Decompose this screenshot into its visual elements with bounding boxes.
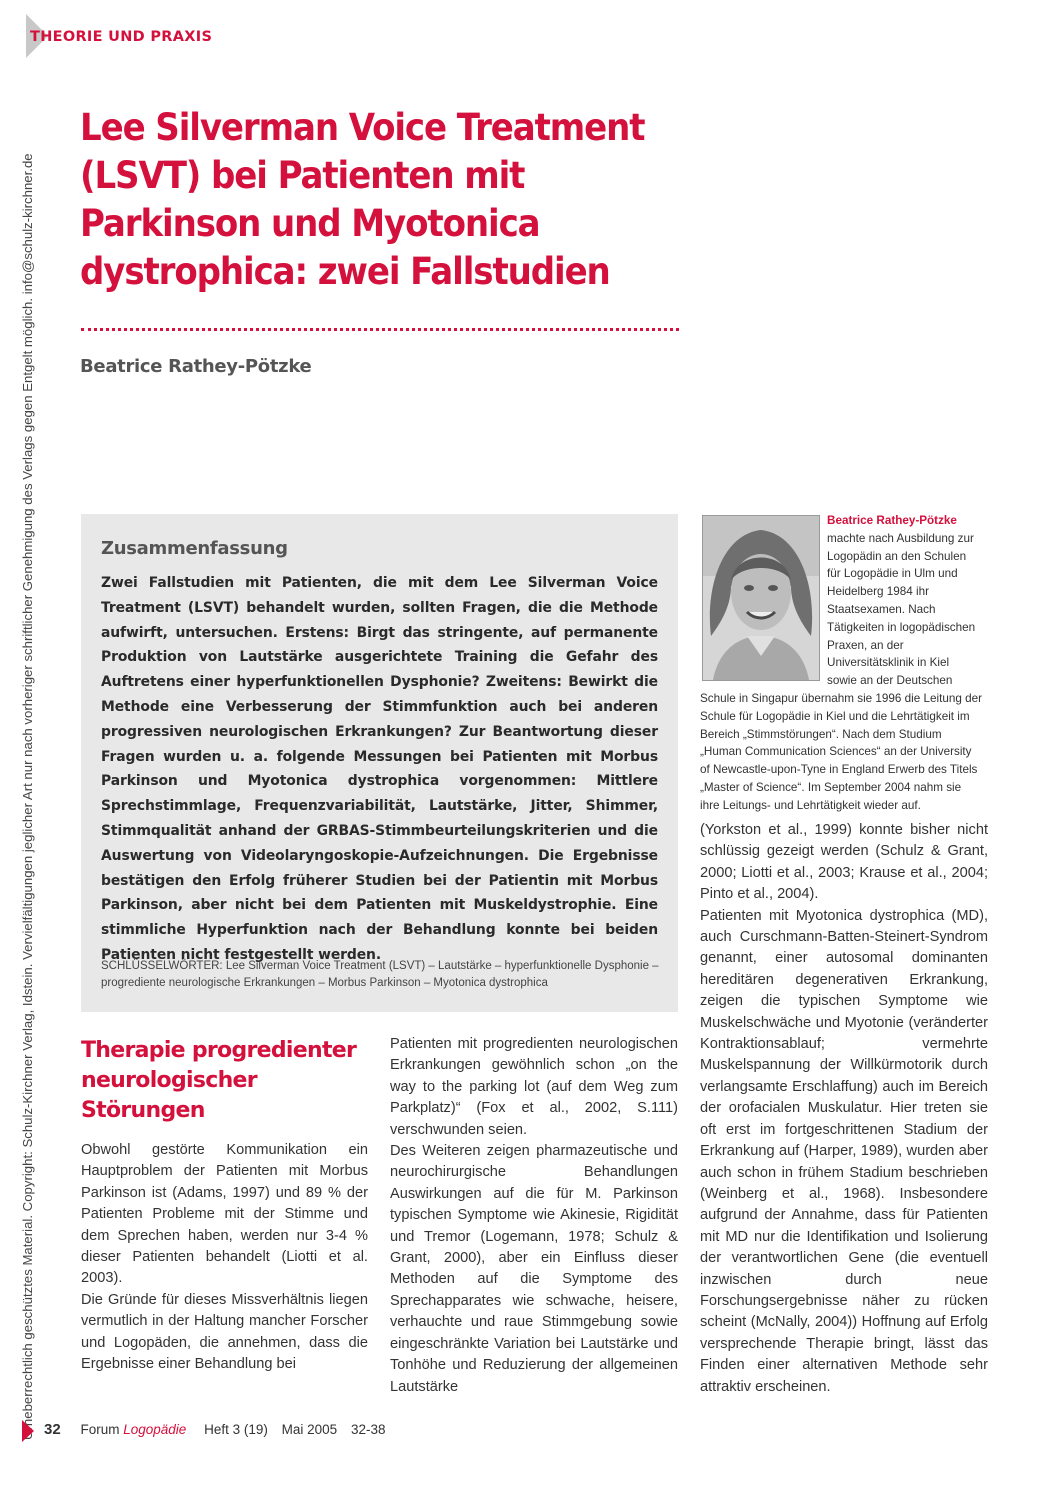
paragraph: Patienten mit Myotonica dystrophica (MD), auch Curschmann-Batten-Steinert-Syndrom genannt, einer autosomal dominanten hereditären degenerativen Erkrankung, zeigen die typischen Symptome wie Muskelschwäche und Myotonie (veränderter Kontraktionsablauf; vermehrte Muskelspannung der Willkürmotorik durch verlangsamte Erschlaffung) auch im Bereich der orofacialen Muskulatur. Hier treten sie oft erst im fortgeschrittenen Stadium der Erkrankung auf (Harper, 1989), wurden aber auch schon in frühem Stadium beschrieben (Weinberg et al., 1968). Insbesondere aufgrund der Annahme, dass für Patienten mit MD nur die Identifikation und Isolierung der verantwortlichen Gene (die eventuell inzwischen durch neue Forschungsergebnisse näher zu rücken scheint (McNally, 2004)) Hoffnung auf Erfolg versprechende Therapie bringt, lässt das Finden einer alternativen Methode sehr attraktiv erscheinen. <box>700 907 988 1395</box>
paragraph: Die Gründe für dieses Missverhältnis liegen vermutlich in der Haltung mancher Forscher und Logopäden, die annehmen, dass die Ergebnisse einer Behandlung bei <box>81 1291 368 1373</box>
article-title: Lee Silverman Voice Treatment (LSVT) bei Patienten mit Parkinson und Myotonica dystrophica: zwei Fallstudien <box>80 106 645 293</box>
body-column-2 <box>390 1034 678 1398</box>
bio-text: machte nach Ausbildung zur Logopädin an den Schulen für Logopädie in Ulm und Heidelberg 1984 ihr Staatsexamen. Nach Tätigkeiten in logopädischen Praxen, an der Universitätsklinik in Kiel sowie an der Deutschen Schule in Singapur übernahm sie 1996 die Leitung der Schule für Logopädie in Kiel und die Lehrtätigkeit im Bereich „Stimmstörungen“. Nach dem Studium „Human Communication Sciences“ an der University of Newcastle-upon-Tyne in England Erwerb des Titels „Master of Science“. Im September 2004 nahm sie ihre Leitungs- und Lehrtätigkeit wieder auf. <box>700 531 982 812</box>
paragraph: Obwohl gestörte Kommunikation ein Hauptproblem der Patienten mit Morbus Parkinson ist (Adams, 1997) und 89 % der Patienten Probleme mit der Stimme und dem Sprechen haben, werden nur 3-4 % dieser Patienten behandelt (Liotti et al. 2003). <box>81 1142 368 1287</box>
journal-date: Mai 2005 <box>281 1422 338 1437</box>
abstract-text: Zwei Fallstudien mit Patienten, die mit dem Lee Silverman Voice Treatment (LSVT) behandelt wurden, sollten Fragen, die die Methode aufwirft, untersuchen. Erstens: Birgt das stringente, auf permanente Produktion von Lautstärke ausgerichtete Training die Gefahr des Auftretens einer hyperfunktionellen Dysphonie? Zweitens: Bewirkt die Methode eine Verbesserung der Stimmfunktion auch bei anderen progressiven neurologischen Erkrankungen? Zur Beantwortung dieser Fragen wurden u. a. folgende Messungen bei Patienten mit Morbus Parkinson und Myotonica dystrophica vorgenommen: Mittlere Sprechstimmlage, Frequenzvariabilität, Lautstärke, Jitter, Shimmer, Stimmqualität anhand der GRBAS-Stimmbeurteilungskriterien und die Auswertung von Videolaryngoskopie-Aufzeichnungen. Die Ergebnisse bestätigen den Erfolg früherer Studien bei der Patientin mit Morbus Parkinson, aber nicht bei dem Patienten mit Muskeldystrophie. Eine stimmliche Hyperfunktion nach der Behandlung konnte bei beiden Patienten nicht festgestellt werden. <box>101 575 658 963</box>
keywords: SCHLÜSSELWÖRTER: Lee Silverman Voice Treatment (LSVT) – Lautstärke – hyperfunktionelle Dysphonie – progrediente neurologische Erkrankungen – Morbus Parkinson – Myotonica dystrophica <box>101 960 659 989</box>
paragraph: Des Weiteren zeigen pharmazeutische und neurochirurgische Behandlungen Auswirkungen auf die für M. Parkinson typischen Symptome wie Akinesie, Rigidität und Tremor (Logemann, 1978; Schulz & Grant, 2000), aber ein Einfluss dieser Methoden auf die Symptome des Sprechapparates wie schwache, heisere, verhauchte und raue Stimmgebung sowie eingeschränkte Variation bei Lautstärke und Tonhöhe und Reduzierung der allgemeinen Lautstärke <box>390 1143 678 1395</box>
paragraph: (Yorkston et al., 1999) konnte bisher nicht schlüssig gezeigt werden (Schulz & Grant, 2000; Liotti et al., 2003; Krause et al., 2004; Pinto et al., 2004). <box>700 822 988 903</box>
abstract-box <box>81 514 678 1012</box>
body-column-1 <box>81 1140 368 1375</box>
footer-arrow-icon <box>22 1420 34 1442</box>
bio-name: Beatrice Rathey-Pötzke <box>827 514 957 527</box>
body-column-3 <box>700 820 988 1398</box>
journal-brand: Logopädie <box>123 1422 187 1437</box>
article-author: Beatrice Rathey-Pötzke <box>80 356 312 377</box>
bio-photo-space <box>700 512 827 684</box>
journal-pages: 32-38 <box>350 1422 386 1437</box>
section-label: THEORIE UND PRAXIS <box>30 29 213 45</box>
journal-forum: Forum <box>80 1422 120 1437</box>
paragraph: Patienten mit progredienten neurologischen Erkrankungen gewöhnlich schon „on the way to the parking lot (auf dem Weg zum Parkplatz)“ (Fox et al., 2002, S.111) verschwunden seien. <box>390 1036 678 1138</box>
page-footer <box>44 1421 385 1438</box>
copyright-notice: Urheberrechtlich geschütztes Material. Copyright: Schulz-Kirchner Verlag, Idstein. Vervielfältigungen jeglicher Art nur nach vorheriger schriftlicher Genehmigung des Verlags gegen Entgelt möglich. info@schulz-kirchner.de <box>20 153 35 1440</box>
page-number: 32 <box>44 1421 61 1438</box>
author-bio <box>700 512 982 815</box>
title-divider <box>81 328 679 331</box>
journal-issue: Heft 3 (19) <box>204 1422 268 1437</box>
section-heading: Therapie progredienter neurologischer Störungen <box>81 1038 357 1123</box>
abstract-heading: Zusammenfassung <box>101 538 288 559</box>
